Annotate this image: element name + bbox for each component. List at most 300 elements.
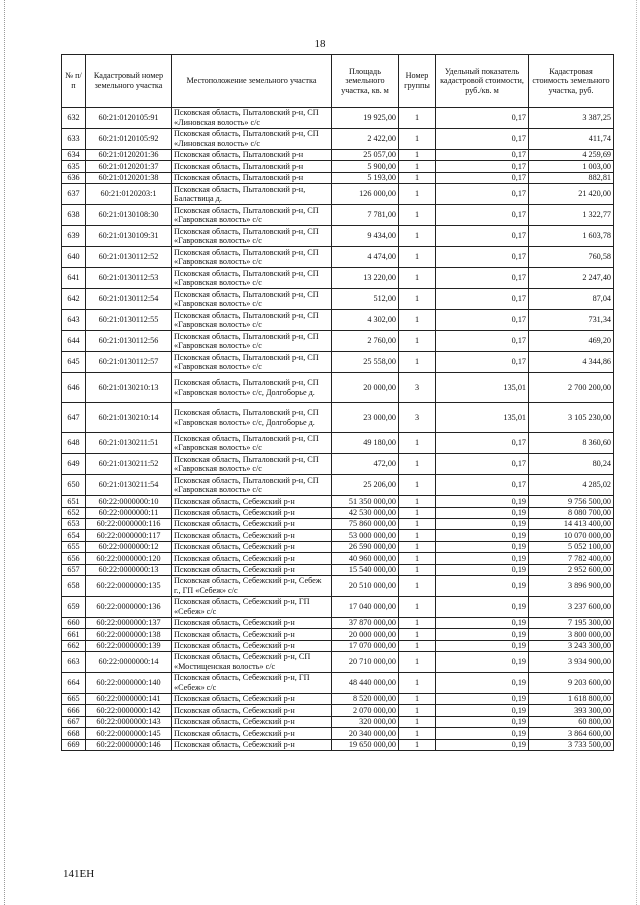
cell-row-number: 650 (62, 475, 86, 496)
cell-row-number: 654 (62, 530, 86, 541)
table-row (62, 310, 614, 331)
cell-specific-value: 0,19 (436, 652, 529, 673)
cell-location: Псковская область, Пыталовский р-н (172, 150, 332, 161)
cell-cadastral-value: 60 800,00 (529, 716, 614, 727)
cell-location: Псковская область, Пыталовский р-н, СП «Гавровская волость» с/с (172, 475, 332, 496)
cell-row-number: 660 (62, 617, 86, 628)
cell-specific-value: 0,19 (436, 530, 529, 541)
cell-row-number: 633 (62, 129, 86, 150)
cell-specific-value: 0,17 (436, 454, 529, 475)
cell-location: Псковская область, Пыталовский р-н, СП «Гавровская волость» с/с (172, 331, 332, 352)
cell-location: Псковская область, Пыталовский р-н (172, 161, 332, 172)
cadastral-value-table (61, 54, 614, 751)
cell-row-number: 667 (62, 716, 86, 727)
table-row (62, 226, 614, 247)
cell-cadastral-number: 60:21:0120105:91 (86, 108, 172, 129)
cell-area: 8 520 000,00 (332, 694, 399, 705)
cell-cadastral-number: 60:22:0000000:138 (86, 629, 172, 640)
cell-group-number: 1 (399, 205, 436, 226)
cell-group-number: 3 (399, 403, 436, 433)
table-row (62, 716, 614, 727)
cell-specific-value: 0,17 (436, 129, 529, 150)
cell-location: Псковская область, Себежский р-н (172, 640, 332, 651)
cell-row-number: 658 (62, 575, 86, 596)
table-row (62, 403, 614, 433)
header-group: Номер группы (399, 55, 436, 108)
cell-cadastral-value: 882,81 (529, 172, 614, 183)
cell-area: 4 302,00 (332, 310, 399, 331)
cell-row-number: 638 (62, 205, 86, 226)
cell-group-number: 1 (399, 454, 436, 475)
cell-cadastral-number: 60:22:0000000:141 (86, 694, 172, 705)
cell-location: Псковская область, Пыталовский р-н, СП «Гавровская волость» с/с, Долгоборье д. (172, 373, 332, 403)
cell-cadastral-value: 7 195 300,00 (529, 617, 614, 628)
cell-area: 15 540 000,00 (332, 564, 399, 575)
cell-location: Псковская область, Пыталовский р-н, СП «Гавровская волость» с/с (172, 289, 332, 310)
cell-cadastral-value: 3 934 900,00 (529, 652, 614, 673)
cell-specific-value: 0,19 (436, 640, 529, 651)
cell-location: Псковская область, Пыталовский р-н, Баластвица д. (172, 184, 332, 205)
cell-specific-value: 0,17 (436, 310, 529, 331)
cell-group-number: 1 (399, 541, 436, 552)
cell-cadastral-value: 9 203 600,00 (529, 673, 614, 694)
cell-cadastral-value: 2 952 600,00 (529, 564, 614, 575)
cell-row-number: 662 (62, 640, 86, 651)
cell-area: 5 900,00 (332, 161, 399, 172)
cell-group-number: 1 (399, 530, 436, 541)
cell-row-number: 640 (62, 247, 86, 268)
cell-row-number: 635 (62, 161, 86, 172)
cell-cadastral-number: 60:21:0130211:54 (86, 475, 172, 496)
cell-location: Псковская область, Пыталовский р-н, СП «Гавровская волость» с/с, Долгоборье д. (172, 403, 332, 433)
cell-location: Псковская область, Себежский р-н (172, 507, 332, 518)
cell-row-number: 644 (62, 331, 86, 352)
cell-location: Псковская область, Пыталовский р-н, СП «Гавровская волость» с/с (172, 247, 332, 268)
cell-area: 2 760,00 (332, 331, 399, 352)
cell-cadastral-number: 60:21:0130112:53 (86, 268, 172, 289)
cell-cadastral-number: 60:21:0130210:14 (86, 403, 172, 433)
cell-group-number: 3 (399, 373, 436, 403)
cell-specific-value: 0,19 (436, 496, 529, 507)
cell-cadastral-value: 80,24 (529, 454, 614, 475)
cell-cadastral-number: 60:22:0000000:11 (86, 507, 172, 518)
cell-group-number: 1 (399, 673, 436, 694)
table-row (62, 518, 614, 529)
cell-group-number: 1 (399, 640, 436, 651)
cell-location: Псковская область, Себежский р-н (172, 629, 332, 640)
cell-location: Псковская область, Пыталовский р-н, СП «Линовская волость» с/с (172, 108, 332, 129)
cell-specific-value: 0,19 (436, 507, 529, 518)
cell-cadastral-value: 4 344,86 (529, 352, 614, 373)
cell-area: 20 510 000,00 (332, 575, 399, 596)
cell-location: Псковская область, Себежский р-н (172, 617, 332, 628)
cell-location: Псковская область, Себежский р-н (172, 553, 332, 564)
cell-specific-value: 135,01 (436, 403, 529, 433)
table-row (62, 184, 614, 205)
cell-location: Псковская область, Пыталовский р-н (172, 172, 332, 183)
cell-location: Псковская область, Себежский р-н (172, 564, 332, 575)
cell-area: 37 870 000,00 (332, 617, 399, 628)
cell-cadastral-number: 60:22:0000000:139 (86, 640, 172, 651)
table-row (62, 673, 614, 694)
cell-cadastral-value: 1 618 800,00 (529, 694, 614, 705)
cell-area: 17 040 000,00 (332, 596, 399, 617)
cell-cadastral-number: 60:21:0120105:92 (86, 129, 172, 150)
cell-cadastral-value: 2 247,40 (529, 268, 614, 289)
cell-cadastral-number: 60:21:0130211:51 (86, 433, 172, 454)
cell-row-number: 669 (62, 739, 86, 750)
cell-cadastral-value: 10 070 000,00 (529, 530, 614, 541)
cell-specific-value: 0,17 (436, 433, 529, 454)
cell-area: 2 070 000,00 (332, 705, 399, 716)
cell-cadastral-number: 60:22:0000000:117 (86, 530, 172, 541)
cell-group-number: 1 (399, 728, 436, 739)
table-row (62, 652, 614, 673)
cell-cadastral-value: 7 782 400,00 (529, 553, 614, 564)
cell-cadastral-number: 60:21:0130109:31 (86, 226, 172, 247)
cell-location: Псковская область, Себежский р-н (172, 496, 332, 507)
table-row (62, 161, 614, 172)
cell-row-number: 663 (62, 652, 86, 673)
cell-cadastral-number: 60:21:0120201:38 (86, 172, 172, 183)
cell-area: 17 070 000,00 (332, 640, 399, 651)
cell-cadastral-value: 8 360,60 (529, 433, 614, 454)
table-row (62, 247, 614, 268)
cell-group-number: 1 (399, 575, 436, 596)
cell-cadastral-number: 60:21:0130112:57 (86, 352, 172, 373)
cell-row-number: 661 (62, 629, 86, 640)
cell-area: 5 193,00 (332, 172, 399, 183)
table-row (62, 108, 614, 129)
footer-code: 141ЕН (63, 868, 95, 880)
cell-location: Псковская область, Пыталовский р-н, СП «Гавровская волость» с/с (172, 433, 332, 454)
cell-cadastral-number: 60:22:0000000:13 (86, 564, 172, 575)
cell-cadastral-value: 3 896 900,00 (529, 575, 614, 596)
cell-group-number: 1 (399, 652, 436, 673)
cell-cadastral-value: 731,34 (529, 310, 614, 331)
cell-location: Псковская область, Пыталовский р-н, СП «Гавровская волость» с/с (172, 268, 332, 289)
table-row (62, 640, 614, 651)
header-num: № п/п (62, 55, 86, 108)
cell-group-number: 1 (399, 739, 436, 750)
cell-cadastral-value: 1 003,00 (529, 161, 614, 172)
cell-row-number: 647 (62, 403, 86, 433)
cell-location: Псковская область, Себежский р-н (172, 705, 332, 716)
table-row (62, 541, 614, 552)
cell-location: Псковская область, Пыталовский р-н, СП «Гавровская волость» с/с (172, 454, 332, 475)
cell-specific-value: 0,17 (436, 108, 529, 129)
table-row (62, 150, 614, 161)
cell-group-number: 1 (399, 310, 436, 331)
cell-group-number: 1 (399, 629, 436, 640)
table-row (62, 268, 614, 289)
cell-row-number: 641 (62, 268, 86, 289)
cell-specific-value: 0,17 (436, 268, 529, 289)
table-row (62, 129, 614, 150)
cell-specific-value: 0,19 (436, 596, 529, 617)
table-row (62, 705, 614, 716)
cell-cadastral-number: 60:21:0120201:36 (86, 150, 172, 161)
cell-cadastral-number: 60:22:0000000:143 (86, 716, 172, 727)
cell-row-number: 637 (62, 184, 86, 205)
cell-cadastral-number: 60:22:0000000:14 (86, 652, 172, 673)
cell-specific-value: 0,19 (436, 739, 529, 750)
cell-location: Псковская область, Себежский р-н (172, 530, 332, 541)
cell-cadastral-value: 469,20 (529, 331, 614, 352)
cell-row-number: 634 (62, 150, 86, 161)
cell-location: Псковская область, Себежский р-н (172, 739, 332, 750)
cell-specific-value: 0,19 (436, 673, 529, 694)
table-row (62, 475, 614, 496)
cell-row-number: 642 (62, 289, 86, 310)
cell-cadastral-number: 60:22:0000000:146 (86, 739, 172, 750)
cell-specific-value: 0,17 (436, 226, 529, 247)
cell-area: 7 781,00 (332, 205, 399, 226)
cell-cadastral-number: 60:22:0000000:10 (86, 496, 172, 507)
cell-row-number: 666 (62, 705, 86, 716)
cell-area: 512,00 (332, 289, 399, 310)
table-header-row (62, 55, 614, 108)
header-area: Площадь земельного участка, кв. м (332, 55, 399, 108)
cell-area: 53 000 000,00 (332, 530, 399, 541)
cell-area: 23 000,00 (332, 403, 399, 433)
table-row (62, 564, 614, 575)
cell-specific-value: 0,17 (436, 289, 529, 310)
cell-specific-value: 0,17 (436, 331, 529, 352)
cell-location: Псковская область, Себежский р-н (172, 728, 332, 739)
cell-area: 126 000,00 (332, 184, 399, 205)
cell-area: 20 340 000,00 (332, 728, 399, 739)
cell-cadastral-number: 60:22:0000000:12 (86, 541, 172, 552)
cell-cadastral-value: 87,04 (529, 289, 614, 310)
cell-specific-value: 0,17 (436, 352, 529, 373)
cell-cadastral-value: 3 864 600,00 (529, 728, 614, 739)
cell-cadastral-value: 5 052 100,00 (529, 541, 614, 552)
cell-row-number: 657 (62, 564, 86, 575)
table-row (62, 454, 614, 475)
cell-row-number: 639 (62, 226, 86, 247)
cell-group-number: 1 (399, 226, 436, 247)
cell-area: 40 960 000,00 (332, 553, 399, 564)
cell-cadastral-value: 3 105 230,00 (529, 403, 614, 433)
cell-cadastral-number: 60:22:0000000:116 (86, 518, 172, 529)
header-specific-value: Удельный показатель кадастровой стоимости, руб./кв. м (436, 55, 529, 108)
cell-group-number: 1 (399, 596, 436, 617)
cell-group-number: 1 (399, 268, 436, 289)
cell-area: 320 000,00 (332, 716, 399, 727)
cell-specific-value: 0,19 (436, 553, 529, 564)
cell-row-number: 651 (62, 496, 86, 507)
cell-cadastral-value: 4 259,69 (529, 150, 614, 161)
cell-cadastral-value: 1 322,77 (529, 205, 614, 226)
cell-specific-value: 0,17 (436, 161, 529, 172)
table-row (62, 629, 614, 640)
cell-cadastral-number: 60:22:0000000:136 (86, 596, 172, 617)
cell-area: 49 180,00 (332, 433, 399, 454)
cell-area: 13 220,00 (332, 268, 399, 289)
cell-row-number: 668 (62, 728, 86, 739)
table-row (62, 694, 614, 705)
cell-row-number: 649 (62, 454, 86, 475)
scan-margin-left (4, 0, 5, 905)
cell-specific-value: 0,17 (436, 172, 529, 183)
cell-cadastral-value: 14 413 400,00 (529, 518, 614, 529)
cell-location: Псковская область, Себежский р-н, Себеж г., ГП «Себеж» с/с (172, 575, 332, 596)
cell-cadastral-value: 2 700 200,00 (529, 373, 614, 403)
table-body (62, 108, 614, 751)
cell-row-number: 648 (62, 433, 86, 454)
cell-group-number: 1 (399, 129, 436, 150)
cell-specific-value: 0,19 (436, 694, 529, 705)
cell-row-number: 643 (62, 310, 86, 331)
table-row (62, 596, 614, 617)
cell-location: Псковская область, Себежский р-н (172, 518, 332, 529)
header-cadastral-number: Кадастровый номер земельного участка (86, 55, 172, 108)
cell-cadastral-value: 3 733 500,00 (529, 739, 614, 750)
cell-group-number: 1 (399, 433, 436, 454)
cell-group-number: 1 (399, 331, 436, 352)
cell-group-number: 1 (399, 716, 436, 727)
cell-group-number: 1 (399, 553, 436, 564)
table-row (62, 205, 614, 226)
cell-specific-value: 0,17 (436, 475, 529, 496)
cell-cadastral-number: 60:21:0130112:56 (86, 331, 172, 352)
table-row (62, 553, 614, 564)
cell-area: 20 710 000,00 (332, 652, 399, 673)
cell-group-number: 1 (399, 518, 436, 529)
table-row (62, 172, 614, 183)
cell-group-number: 1 (399, 150, 436, 161)
cell-area: 42 530 000,00 (332, 507, 399, 518)
cell-cadastral-value: 9 756 500,00 (529, 496, 614, 507)
cell-cadastral-number: 60:22:0000000:145 (86, 728, 172, 739)
cell-group-number: 1 (399, 352, 436, 373)
cell-cadastral-number: 60:22:0000000:135 (86, 575, 172, 596)
header-location: Местоположение земельного участка (172, 55, 332, 108)
cell-cadastral-number: 60:21:0120203:1 (86, 184, 172, 205)
cell-row-number: 646 (62, 373, 86, 403)
cell-group-number: 1 (399, 475, 436, 496)
cell-area: 75 860 000,00 (332, 518, 399, 529)
cell-area: 19 925,00 (332, 108, 399, 129)
cell-location: Псковская область, Себежский р-н, СП «Мостищенская волость» с/с (172, 652, 332, 673)
cell-location: Псковская область, Пыталовский р-н, СП «Гавровская волость» с/с (172, 205, 332, 226)
cell-area: 4 474,00 (332, 247, 399, 268)
cell-group-number: 1 (399, 247, 436, 268)
cell-specific-value: 0,19 (436, 541, 529, 552)
cell-cadastral-value: 3 800 000,00 (529, 629, 614, 640)
cell-location: Псковская область, Пыталовский р-н, СП «Гавровская волость» с/с (172, 226, 332, 247)
cell-cadastral-number: 60:21:0130210:13 (86, 373, 172, 403)
cell-group-number: 1 (399, 617, 436, 628)
cell-area: 20 000,00 (332, 373, 399, 403)
table-row (62, 575, 614, 596)
cell-cadastral-number: 60:21:0130211:52 (86, 454, 172, 475)
table-row (62, 331, 614, 352)
table-row (62, 530, 614, 541)
cell-row-number: 659 (62, 596, 86, 617)
cell-group-number: 1 (399, 496, 436, 507)
cell-row-number: 645 (62, 352, 86, 373)
cell-area: 25 206,00 (332, 475, 399, 496)
cell-location: Псковская область, Себежский р-н, ГП «Себеж» с/с (172, 673, 332, 694)
cell-cadastral-value: 21 420,00 (529, 184, 614, 205)
cell-cadastral-number: 60:22:0000000:140 (86, 673, 172, 694)
cell-area: 51 350 000,00 (332, 496, 399, 507)
cell-cadastral-number: 60:22:0000000:142 (86, 705, 172, 716)
cell-cadastral-number: 60:21:0130112:52 (86, 247, 172, 268)
cell-location: Псковская область, Пыталовский р-н, СП «Гавровская волость» с/с (172, 310, 332, 331)
cell-area: 25 057,00 (332, 150, 399, 161)
cell-cadastral-number: 60:22:0000000:137 (86, 617, 172, 628)
cell-cadastral-value: 411,74 (529, 129, 614, 150)
cell-specific-value: 135,01 (436, 373, 529, 403)
cell-group-number: 1 (399, 289, 436, 310)
table-row (62, 728, 614, 739)
cell-area: 9 434,00 (332, 226, 399, 247)
cell-group-number: 1 (399, 705, 436, 716)
cell-cadastral-value: 4 285,02 (529, 475, 614, 496)
cell-cadastral-number: 60:21:0130108:30 (86, 205, 172, 226)
cell-area: 19 650 000,00 (332, 739, 399, 750)
cell-row-number: 656 (62, 553, 86, 564)
cell-row-number: 653 (62, 518, 86, 529)
cell-cadastral-value: 1 603,78 (529, 226, 614, 247)
cell-specific-value: 0,19 (436, 629, 529, 640)
cell-row-number: 636 (62, 172, 86, 183)
cell-area: 25 558,00 (332, 352, 399, 373)
table-row (62, 617, 614, 628)
cell-location: Псковская область, Пыталовский р-н, СП «Линовская волость» с/с (172, 129, 332, 150)
cell-group-number: 1 (399, 694, 436, 705)
cell-cadastral-value: 393 300,00 (529, 705, 614, 716)
cell-cadastral-number: 60:21:0120201:37 (86, 161, 172, 172)
page-number: 18 (314, 38, 326, 50)
cell-group-number: 1 (399, 172, 436, 183)
cell-group-number: 1 (399, 108, 436, 129)
cell-group-number: 1 (399, 184, 436, 205)
cell-specific-value: 0,19 (436, 518, 529, 529)
cell-specific-value: 0,19 (436, 564, 529, 575)
cell-specific-value: 0,17 (436, 247, 529, 268)
cell-specific-value: 0,19 (436, 575, 529, 596)
cell-cadastral-value: 3 243 300,00 (529, 640, 614, 651)
cell-row-number: 632 (62, 108, 86, 129)
cell-row-number: 655 (62, 541, 86, 552)
cell-specific-value: 0,17 (436, 150, 529, 161)
cell-specific-value: 0,19 (436, 728, 529, 739)
header-cadastral-value: Кадастровая стоимость земельного участка, руб. (529, 55, 614, 108)
cell-cadastral-number: 60:22:0000000:120 (86, 553, 172, 564)
cell-row-number: 652 (62, 507, 86, 518)
cell-cadastral-number: 60:21:0130112:55 (86, 310, 172, 331)
table-row (62, 739, 614, 750)
cell-row-number: 665 (62, 694, 86, 705)
cell-cadastral-value: 760,58 (529, 247, 614, 268)
cell-location: Псковская область, Себежский р-н (172, 716, 332, 727)
cell-cadastral-value: 3 387,25 (529, 108, 614, 129)
cell-specific-value: 0,17 (436, 184, 529, 205)
cell-specific-value: 0,19 (436, 705, 529, 716)
table-row (62, 373, 614, 403)
table-row (62, 352, 614, 373)
table-row (62, 433, 614, 454)
table-row (62, 496, 614, 507)
cell-area: 48 440 000,00 (332, 673, 399, 694)
cell-location: Псковская область, Себежский р-н (172, 541, 332, 552)
cell-specific-value: 0,19 (436, 617, 529, 628)
cell-group-number: 1 (399, 564, 436, 575)
